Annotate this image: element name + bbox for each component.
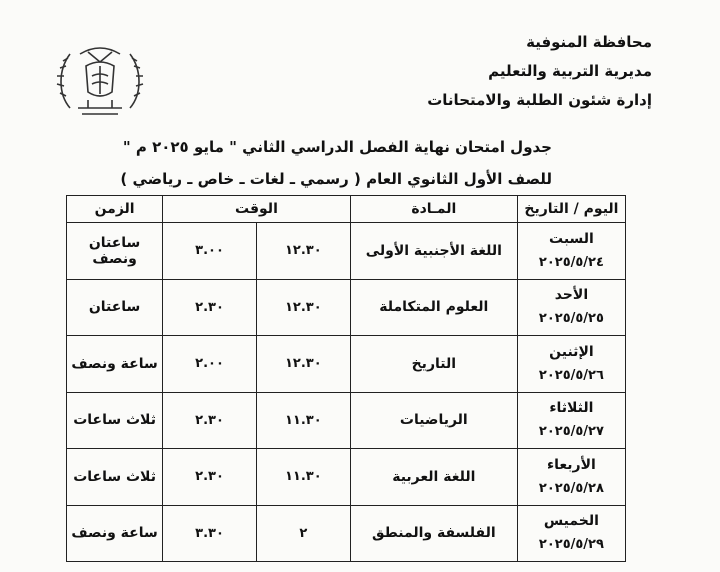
header-duration: الزمن	[67, 196, 163, 223]
end-time-cell: ٢.٣٠	[163, 449, 257, 506]
table-row	[67, 449, 626, 506]
exam-date: ٢٠٢٥/٥/٢٦	[538, 367, 604, 383]
table-row	[67, 279, 626, 336]
start-time-cell: ١١.٣٠	[256, 449, 350, 506]
duration-cell: ساعتان	[67, 279, 163, 336]
start-time-cell: ١٢.٣٠	[256, 336, 350, 393]
table-row	[67, 505, 626, 562]
exam-date: ٢٠٢٥/٥/٢٩	[538, 537, 604, 553]
header-subject: المـادة	[350, 196, 517, 223]
subject-cell: اللغة العربية	[350, 449, 517, 506]
table-row	[67, 336, 626, 393]
issuer-header	[392, 28, 652, 115]
day-name: السبت	[549, 230, 594, 247]
subject-cell: الرياضيات	[350, 392, 517, 449]
table-header-row	[67, 196, 626, 223]
table-row	[67, 223, 626, 280]
day-name: الثلاثاء	[549, 400, 594, 417]
exam-date: ٢٠٢٥/٥/٢٨	[538, 480, 604, 496]
day-date-cell	[517, 392, 625, 449]
start-time-cell: ١٢.٣٠	[256, 279, 350, 336]
subject-cell: العلوم المتكاملة	[350, 279, 517, 336]
day-date-cell	[517, 336, 625, 393]
end-time-cell: ٣.٣٠	[163, 505, 257, 562]
start-time-cell: ٢	[256, 505, 350, 562]
exam-subtitle: للصف الأول الثانوي العام ( رسمي ـ لغات ـ خاص ـ رياضي )	[120, 170, 552, 188]
governorate-name: محافظة المنوفية	[526, 33, 652, 51]
day-name: الإثنين	[549, 343, 594, 360]
duration-cell: ثلاث ساعات	[67, 449, 163, 506]
duration-cell: ساعة ونصف	[67, 336, 163, 393]
duration-cell: ساعة ونصف	[67, 505, 163, 562]
end-time-cell: ٢.٣٠	[163, 392, 257, 449]
day-date-cell	[517, 449, 625, 506]
duration-cell: ساعتان ونصف	[67, 223, 163, 280]
header-day-date: اليوم / التاريخ	[517, 196, 625, 223]
directorate-name: مديرية التربية والتعليم	[488, 62, 652, 80]
end-time-cell: ٣.٠٠	[163, 223, 257, 280]
day-name: الخميس	[543, 513, 599, 530]
day-date-cell	[517, 505, 625, 562]
day-name: الأحد	[554, 287, 589, 304]
subject-cell: اللغة الأجنبية الأولى	[350, 223, 517, 280]
duration-cell: ثلاث ساعات	[67, 392, 163, 449]
governorate-emblem-icon	[52, 36, 148, 120]
start-time-cell: ١١.٣٠	[256, 392, 350, 449]
exam-schedule-table	[66, 195, 626, 562]
day-name: الأربعاء	[546, 456, 596, 473]
day-date-cell	[517, 279, 625, 336]
header-time: الوقت	[163, 196, 351, 223]
table-row	[67, 392, 626, 449]
subject-cell: التاريخ	[350, 336, 517, 393]
subject-cell: الفلسفة والمنطق	[350, 505, 517, 562]
end-time-cell: ٢.٣٠	[163, 279, 257, 336]
start-time-cell: ١٢.٣٠	[256, 223, 350, 280]
day-date-cell	[517, 223, 625, 280]
department-name: إدارة شئون الطلبة والامتحانات	[427, 91, 652, 109]
exam-date: ٢٠٢٥/٥/٢٥	[538, 311, 604, 327]
end-time-cell: ٢.٠٠	[163, 336, 257, 393]
exam-date: ٢٠٢٥/٥/٢٧	[538, 424, 604, 440]
exam-title: جدول امتحان نهاية الفصل الدراسي الثاني " مايو ٢٠٢٥ م "	[122, 138, 552, 156]
exam-date: ٢٠٢٥/٥/٢٤	[538, 254, 604, 270]
